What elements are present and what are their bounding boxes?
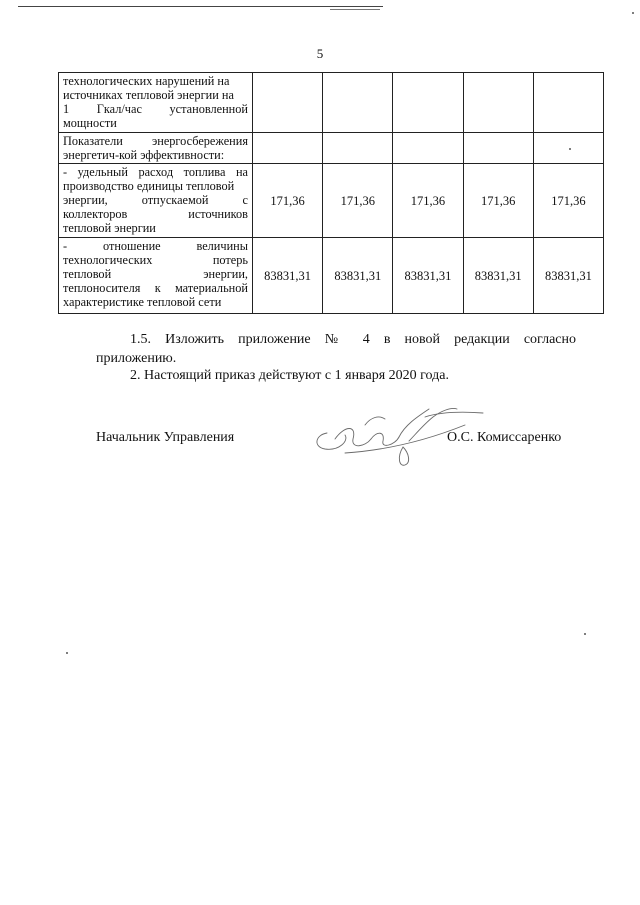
scan-top-rule <box>18 6 383 7</box>
value-cell <box>253 133 323 164</box>
value-cell <box>323 133 393 164</box>
row-label <box>59 238 253 314</box>
scan-speck <box>584 633 586 635</box>
value-cell <box>323 73 393 133</box>
label-line: тепловой энергии, <box>63 267 248 281</box>
signatory-title: Начальник Управления <box>96 430 235 445</box>
label-line: - удельный расход топлива на <box>63 165 248 179</box>
value-cell <box>463 73 533 133</box>
label-line: характеристике тепловой сети <box>63 295 222 309</box>
label-line: тепловой энергии <box>63 221 156 235</box>
value-cell <box>393 133 463 164</box>
table-row <box>59 73 604 133</box>
paragraph-item-2: 2. Настоящий приказ действуют с 1 января 2020 года. <box>130 368 449 383</box>
page-number: 5 <box>316 46 324 61</box>
label-line: теплоносителя к материальной <box>63 281 248 295</box>
value-cell <box>253 73 323 133</box>
scan-speck <box>66 652 68 654</box>
paragraph-line: 1.5. Изложить приложение № 4 в новой редакции согласно <box>130 332 576 347</box>
value-cell: 171,36 <box>393 164 463 238</box>
label-line: - отношение величины <box>63 239 248 253</box>
scan-speck <box>632 12 634 14</box>
label-line: производство единицы тепловой <box>63 179 235 193</box>
signatory-name: О.С. Комиссаренко <box>447 430 562 445</box>
row-label <box>59 73 253 133</box>
value-cell: 83831,31 <box>533 238 603 314</box>
value-cell: 83831,31 <box>463 238 533 314</box>
value-cell: 171,36 <box>253 164 323 238</box>
label-line: технологических нарушений на <box>63 74 230 88</box>
label-line: коллекторов источников <box>63 207 248 221</box>
label-line: энергетич-кой эффективности: <box>63 148 225 162</box>
value-cell: 171,36 <box>533 164 603 238</box>
value-cell: 171,36 <box>323 164 393 238</box>
table-row <box>59 133 604 164</box>
value-cell: 83831,31 <box>393 238 463 314</box>
scan-top-rule <box>330 9 380 10</box>
table-row <box>59 164 604 238</box>
paragraph-item-1-5 <box>96 330 576 368</box>
label-line: мощности <box>63 116 117 130</box>
label-line: Показатели энергосбережения <box>63 134 248 148</box>
paragraph-line: приложению. <box>96 351 177 366</box>
value-cell: 83831,31 <box>323 238 393 314</box>
label-line: 1 Гкал/час установленной <box>63 102 248 116</box>
row-label <box>59 133 253 164</box>
value-cell <box>533 133 603 164</box>
indicators-table <box>58 72 604 314</box>
value-cell: 171,36 <box>463 164 533 238</box>
label-line: энергии, отпускаемой с <box>63 193 248 207</box>
value-cell: 83831,31 <box>253 238 323 314</box>
label-line: технологических потерь <box>63 253 248 267</box>
value-cell <box>463 133 533 164</box>
table-row <box>59 238 604 314</box>
value-cell <box>393 73 463 133</box>
value-cell <box>533 73 603 133</box>
row-label <box>59 164 253 238</box>
label-line: источниках тепловой энергии на <box>63 88 234 102</box>
